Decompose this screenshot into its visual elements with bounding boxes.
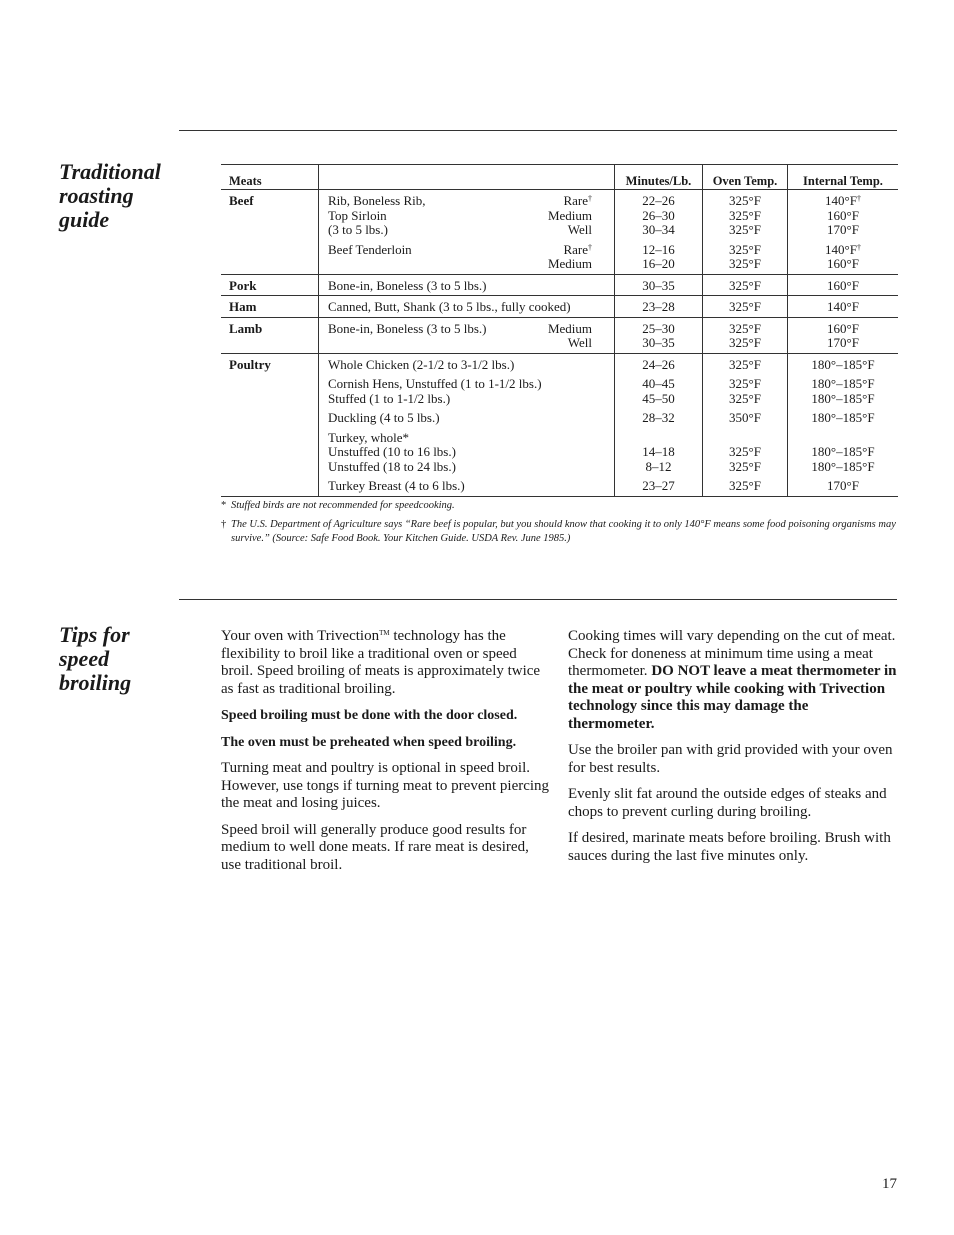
internal-temp-value [788, 257, 898, 272]
tip-cooking-times [568, 628, 898, 733]
oven-temp-value: 325°F [729, 193, 761, 208]
internal-temp-value [788, 336, 898, 351]
minutes-value: 12–16 [642, 241, 675, 257]
roasting-table [221, 164, 898, 497]
table-footnotes [221, 499, 898, 551]
minutes-per-lb [614, 275, 702, 296]
doneness-text: Medium [547, 207, 592, 223]
header-oven-temp: Oven Temp. [702, 165, 787, 189]
description-line [328, 377, 614, 392]
meat-name: Poultry [229, 356, 271, 372]
description-text: (3 to 5 lbs.) [328, 222, 388, 237]
internal-temp-value [788, 223, 898, 238]
doneness-text: Well [567, 222, 592, 237]
doneness-label [563, 243, 592, 258]
tip-text: Your oven with Trivection [221, 628, 380, 644]
internal-temp-value [788, 209, 898, 224]
table-row-ham [221, 296, 898, 318]
doneness-label [568, 223, 592, 238]
tip-text: technology has the flexibility to broil like a traditional oven or speed broil. Speed broiling of meats is approximately twice as fast as traditional broiling. [221, 628, 541, 697]
speed-broiling-title [59, 623, 131, 695]
description-line [328, 209, 614, 224]
meat-name: Lamb [229, 320, 263, 336]
doneness-text: Rare [563, 241, 588, 257]
description-line [328, 431, 614, 446]
description-text: Cornish Hens, Unstuffed (1 to 1-1/2 lbs.) [328, 376, 542, 391]
dagger-mark: † [588, 242, 592, 252]
page-number: 17 [882, 1176, 897, 1192]
header-description [318, 165, 614, 189]
minutes-value: 30–35 [642, 277, 675, 293]
doneness-label [548, 322, 592, 337]
title-line: broiling [59, 670, 132, 695]
tip-text: Cooking times will vary depending on the cut of meat. Check for doneness at minimum time using a meat thermometer. [568, 628, 896, 679]
meat-name: Pork [229, 277, 257, 293]
internal-temp-value [788, 411, 898, 426]
internal-temp-value [788, 322, 898, 337]
oven-temp-value: 325°F [729, 335, 761, 350]
description-text: Rib, Boneless Rib, [328, 193, 426, 208]
roasting-guide-title [59, 160, 161, 232]
table-row-lamb [221, 318, 898, 354]
footnote-text: Stuffed birds are not recommended for speedcooking. [231, 500, 455, 511]
internal-temp-value [788, 300, 898, 315]
footnote [221, 499, 898, 513]
meat-description [318, 354, 614, 496]
minutes-value: 14–18 [642, 444, 675, 459]
footnote-text: The U.S. Department of Agriculture says “Rare beef is popular, but you should know that cooking it to only 140°F means some food poisoning organisms may survive.” (Source: Safe Food Book. Your Kitchen Guide. USDA Rev. June 1985.) [231, 519, 896, 544]
oven-temp-value: 325°F [729, 356, 761, 372]
internal-temp [787, 190, 898, 274]
description-line [328, 322, 614, 337]
minutes-value: 22–26 [642, 193, 675, 208]
oven-temp-value: 325°F [729, 478, 761, 493]
title-line: roasting [59, 183, 134, 208]
internal-temp-text: 180°–185°F [811, 376, 875, 391]
internal-temp-value [788, 377, 898, 392]
internal-temp [787, 354, 898, 496]
tips-column-right [568, 628, 898, 874]
title-line: Traditional [59, 159, 161, 184]
oven-temp-value: 325°F [729, 390, 761, 406]
minutes-value: 30–35 [642, 335, 675, 350]
minutes-value: 26–30 [642, 207, 675, 223]
oven-temp-value: 325°F [729, 277, 761, 293]
minutes-value: 23–27 [642, 478, 675, 493]
internal-temp-text: 170°F [827, 478, 859, 493]
internal-temp-text: 170°F [827, 335, 859, 350]
meat-name: Beef [229, 193, 254, 208]
table-header-row [221, 164, 898, 190]
tip-slit-fat: Evenly slit fat around the outside edges of steaks and chops to prevent curling during broiling. [568, 786, 887, 820]
description-line [328, 300, 614, 315]
tips-column-left [221, 628, 551, 883]
oven-temp-value: 325°F [729, 256, 761, 271]
title-line: speed [59, 646, 110, 671]
internal-temp-text: 170°F [827, 222, 859, 237]
oven-temp-value: 325°F [729, 207, 761, 223]
oven-temp-value: 325°F [729, 320, 761, 336]
oven-temp-value: 325°F [729, 222, 761, 237]
description-text: Stuffed (1 to 1-1/2 lbs.) [328, 390, 451, 406]
internal-temp-text: 180°–185°F [811, 410, 875, 425]
minutes-per-lb [614, 296, 702, 317]
description-text: Top Sirloin [328, 207, 387, 223]
internal-temp-value [788, 279, 898, 294]
minutes-per-lb [614, 190, 702, 274]
table-row-beef [221, 190, 898, 275]
description-text: Unstuffed (10 to 16 lbs.) [328, 444, 456, 459]
description-text: Unstuffed (18 to 24 lbs.) [328, 458, 456, 474]
minutes-value: 30–34 [642, 222, 675, 237]
internal-temp-text: 160°F [827, 256, 859, 271]
minutes-value: 40–45 [642, 376, 675, 391]
description-line [328, 257, 614, 272]
meat-description [318, 318, 614, 353]
oven-temp-value: 325°F [729, 299, 761, 314]
description-line [328, 279, 614, 294]
internal-temp-text: 140°F [825, 241, 857, 257]
description-line [328, 445, 614, 460]
table-row-pork [221, 275, 898, 297]
oven-temp-value: 350°F [729, 410, 761, 425]
internal-temp-text: 180°–185°F [811, 458, 875, 474]
internal-temp-value [788, 243, 898, 258]
footnote-mark: † [221, 519, 227, 530]
oven-temp [702, 296, 787, 317]
description-line [328, 460, 614, 475]
title-line: guide [59, 207, 110, 232]
description-text: Bone-in, Boneless (3 to 5 lbs.) [328, 320, 487, 336]
middle-divider [179, 599, 897, 600]
internal-temp-value [788, 358, 898, 373]
minutes-value: 8–12 [645, 458, 672, 474]
tip-preheat: The oven must be preheated when speed broiling. [221, 734, 517, 750]
meat-description [318, 190, 614, 274]
description-text: Turkey Breast (4 to 6 lbs.) [328, 478, 465, 493]
internal-temp-value [788, 392, 898, 407]
meat-description [318, 296, 614, 317]
minutes-value: 45–50 [642, 390, 675, 406]
description-text: Duckling (4 to 5 lbs.) [328, 410, 440, 425]
header-meats: Meats [229, 174, 262, 188]
doneness-text: Medium [547, 320, 592, 336]
tip-turning: Turning meat and poultry is optional in speed broil. However, use tongs if turning meat to prevent piercing the meat and losing juices. [221, 760, 550, 811]
internal-temp [787, 296, 898, 317]
internal-temp-text: 180°–185°F [811, 356, 875, 372]
description-text: Canned, Butt, Shank (3 to 5 lbs., fully cooked) [328, 299, 571, 314]
oven-temp-value: 325°F [729, 241, 761, 257]
doneness-label [548, 257, 592, 272]
description-text: Beef Tenderloin [328, 241, 412, 257]
header-minutes: Minutes/Lb. [614, 165, 702, 189]
doneness-label [568, 336, 592, 351]
internal-temp [787, 318, 898, 353]
internal-temp-text: 180°–185°F [811, 444, 875, 459]
oven-temp [702, 354, 787, 496]
internal-temp-text: 160°F [827, 207, 859, 223]
internal-temp-value [788, 460, 898, 475]
header-internal-temp: Internal Temp. [787, 165, 898, 189]
description-line [328, 479, 614, 494]
internal-temp-text: 180°–185°F [811, 390, 875, 406]
oven-temp-value: 325°F [729, 458, 761, 474]
oven-temp [702, 318, 787, 353]
internal-temp-text: 140°F [825, 193, 857, 208]
oven-temp [702, 275, 787, 296]
title-line: Tips for [59, 622, 130, 647]
internal-temp-value [788, 431, 898, 446]
doneness-text: Well [567, 335, 592, 350]
description-line [328, 392, 614, 407]
dagger-mark: † [856, 242, 861, 252]
description-line [328, 194, 614, 209]
oven-temp-value: 325°F [729, 376, 761, 391]
oven-temp-value [703, 431, 787, 446]
doneness-label [548, 209, 592, 224]
internal-temp-value [788, 479, 898, 494]
description-text: Turkey, whole* [328, 429, 410, 445]
oven-temp [702, 190, 787, 274]
description-line [328, 411, 614, 426]
footnote [221, 518, 898, 546]
internal-temp-text: 160°F [827, 320, 859, 336]
description-text: Bone-in, Boneless (3 to 5 lbs.) [328, 277, 487, 293]
oven-temp-value: 325°F [729, 444, 761, 459]
minutes-value: 16–20 [642, 256, 675, 271]
description-line [328, 358, 614, 373]
minutes-value: 25–30 [642, 320, 675, 336]
minutes-value: 24–26 [642, 356, 675, 372]
minutes-per-lb [614, 318, 702, 353]
tip-marinate: If desired, marinate meats before broiling. Brush with sauces during the last five minutes only. [568, 830, 891, 864]
minutes-per-lb [614, 354, 702, 496]
meat-description [318, 275, 614, 296]
tip-broiler-pan: Use the broiler pan with grid provided with your oven for best results. [568, 742, 893, 776]
top-divider [179, 130, 897, 131]
minutes-value: 28–32 [642, 410, 675, 425]
trademark-mark: TM [379, 629, 390, 637]
internal-temp-value [788, 445, 898, 460]
description-line [328, 223, 614, 238]
description-text: Whole Chicken (2-1/2 to 3-1/2 lbs.) [328, 356, 515, 372]
doneness-text: Rare [563, 193, 588, 208]
tip-door-closed: Speed broiling must be done with the door closed. [221, 708, 518, 723]
doneness-text: Medium [547, 256, 592, 271]
tip-paragraph [221, 628, 551, 698]
internal-temp [787, 275, 898, 296]
internal-temp-text: 140°F [827, 299, 859, 314]
meat-name: Ham [229, 299, 257, 314]
footnote-mark: * [221, 500, 227, 511]
internal-temp-text: 160°F [827, 277, 859, 293]
table-row-poultry [221, 354, 898, 497]
dagger-mark: † [588, 194, 592, 203]
tip-warning: DO NOT leave a meat thermometer in the meat or poultry while cooking with Trivection technology since this may damage the thermometer. [568, 663, 897, 732]
internal-temp-value [788, 194, 898, 209]
tip-results: Speed broil will generally produce good results for medium to well done meats. If rare meat is desired, use traditional broil. [221, 821, 529, 873]
doneness-label [563, 194, 592, 209]
dagger-mark: † [856, 194, 861, 203]
description-line [328, 243, 614, 258]
description-line [328, 336, 614, 351]
minutes-value [615, 431, 702, 446]
minutes-value: 23–28 [642, 299, 675, 314]
